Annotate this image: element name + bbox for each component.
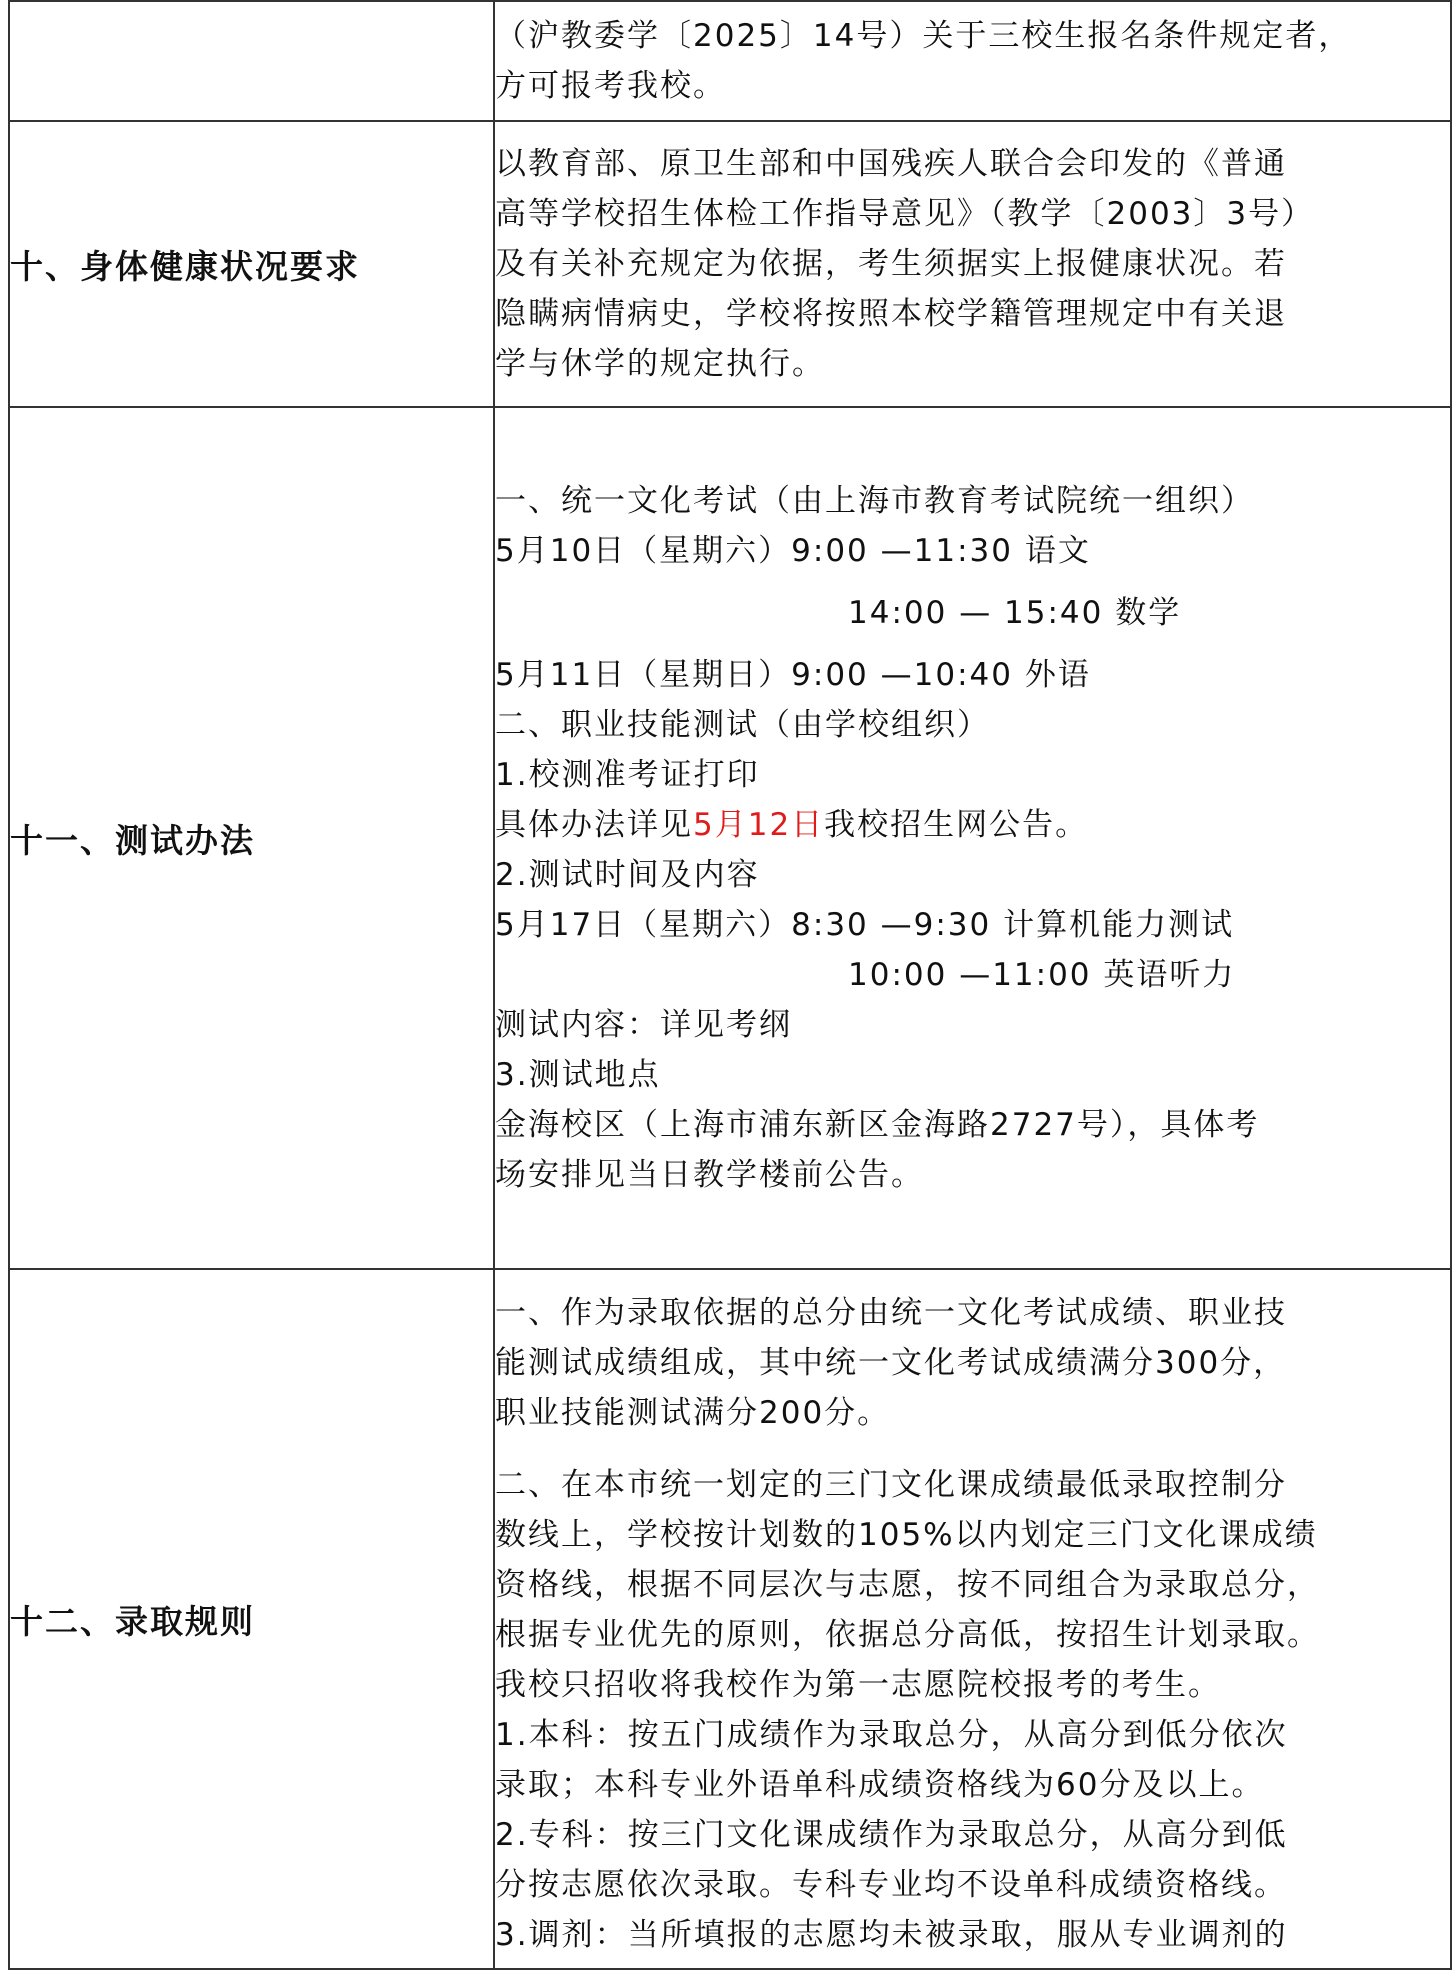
test-place-line: 金海校区（上海市浦东新区金海路2727号），具体考 — [495, 1107, 1260, 1143]
row-content — [494, 121, 1451, 407]
text-line: 能测试成绩组成，其中统一文化考试成绩满分300分， — [495, 1345, 1287, 1381]
skill-test-heading: 二、职业技能测试（由学校组织） — [495, 707, 990, 743]
text-line: 职业技能测试满分200分。 — [495, 1395, 891, 1431]
test-time-heading: 2.测试时间及内容 — [495, 857, 760, 893]
row-label-test-method: 十一、测试办法 — [9, 407, 494, 1269]
text-line: 以教育部、原卫生部和中国残疾人联合会印发的《普通 — [495, 146, 1287, 182]
text-line: 方可报考我校。 — [495, 68, 726, 104]
text-line: 录取；本科专业外语单科成绩资格线为60分及以上。 — [495, 1767, 1265, 1803]
text-line: （沪教委学〔2025〕14号）关于三校生报名条件规定者， — [495, 18, 1352, 54]
table-row — [9, 1269, 1451, 1969]
text-line: 二、在本市统一划定的三门文化课成绩最低录取控制分 — [495, 1467, 1287, 1503]
text-line: 2.专科：按三门文化课成绩作为录取总分，从高分到低 — [495, 1817, 1288, 1853]
row-label-health: 十、身体健康状况要求 — [9, 121, 494, 407]
admission-para-2 — [495, 1460, 1450, 1960]
table-row — [9, 121, 1451, 407]
ticket-prefix: 具体办法详见 — [495, 807, 693, 843]
text-line: 根据专业优先的原则，依据总分高低，按招生计划录取。 — [495, 1617, 1320, 1653]
row-label-admission-rules: 十二、录取规则 — [9, 1269, 494, 1969]
ticket-suffix: 我校招生网公告。 — [824, 807, 1089, 843]
text-line: 资格线，根据不同层次与志愿，按不同组合为录取总分， — [495, 1567, 1320, 1603]
admission-rules-table — [8, 0, 1452, 1970]
table-row — [9, 407, 1451, 1269]
row-content — [494, 407, 1451, 1269]
text-line: 数线上，学校按计划数的105%以内划定三门文化课成绩 — [495, 1517, 1318, 1553]
admission-para-1 — [495, 1288, 1450, 1438]
text-line: 3.调剂：当所填报的志愿均未被录取，服从专业调剂的 — [495, 1917, 1288, 1953]
culture-exam-heading: 一、统一文化考试（由上海市教育考试院统一组织） — [495, 483, 1254, 519]
row-content — [494, 1269, 1451, 1969]
text-line: 一、作为录取依据的总分由统一文化考试成绩、职业技 — [495, 1295, 1287, 1331]
admission-ticket-line — [495, 800, 1450, 850]
test-place-heading: 3.测试地点 — [495, 1057, 661, 1093]
row-content — [494, 1, 1451, 121]
table-row — [9, 1, 1451, 121]
schedule-day2: 5月11日（星期日）9:00 —10:40 外语 — [495, 657, 1091, 693]
test-content-line: 测试内容：详见考纲 — [495, 1007, 792, 1043]
ticket-date-highlight: 5月12日 — [693, 807, 825, 843]
text-line: 分按志愿依次录取。专科专业均不设单科成绩资格线。 — [495, 1867, 1287, 1903]
text-line: 隐瞒病情病史，学校将按照本校学籍管理规定中有关退 — [495, 296, 1287, 332]
schedule-day1-afternoon: 14:00 — 15:40 数学 — [848, 595, 1182, 631]
text-line: 1.本科：按五门成绩作为录取总分，从高分到低分依次 — [495, 1717, 1288, 1753]
admission-ticket-heading: 1.校测准考证打印 — [495, 757, 760, 793]
text-line: 高等学校招生体检工作指导意见》（教学〔2003〕3号） — [495, 196, 1315, 232]
schedule-day3: 5月17日（星期六）8:30 —9:30 计算机能力测试 — [495, 907, 1235, 943]
schedule-day1: 5月10日（星期六）9:00 —11:30 语文 — [495, 533, 1091, 569]
test-place-line: 场安排见当日教学楼前公告。 — [495, 1157, 924, 1193]
text-line: 学与休学的规定执行。 — [495, 346, 825, 382]
text-line: 及有关补充规定为依据，考生须据实上报健康状况。若 — [495, 246, 1287, 282]
text-line: 我校只招收将我校作为第一志愿院校报考的考生。 — [495, 1667, 1221, 1703]
schedule-day3-second: 10:00 —11:00 英语听力 — [848, 957, 1236, 993]
row-label-empty — [9, 1, 494, 121]
